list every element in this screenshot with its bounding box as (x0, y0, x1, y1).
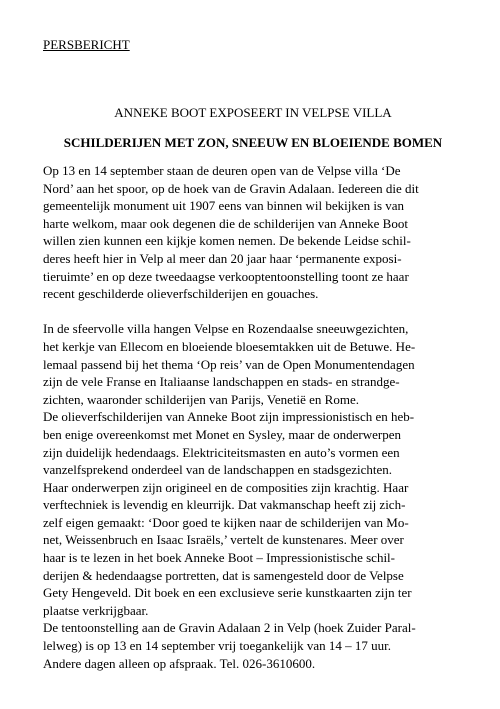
text-line: haar is te lezen in het boek Anneke Boot – Impressionistische schil- (43, 550, 395, 566)
text-line: De olieverfschilderijen van Anneke Boot zijn impressionistisch en heb- (43, 409, 415, 425)
subheadline: SCHILDERIJEN MET ZON, SNEEUW EN BLOEIENDE BOMEN (63, 135, 443, 150)
text-line: willen zien kunnen een kijkje komen nemen. De bekende Leidse schil- (43, 233, 411, 249)
text-line: lelweg) is op 13 en 14 september vrij toegankelijk van 14 – 17 uur. (43, 638, 392, 654)
text-line: ben enige overeenkomst met Monet en Sysley, maar de onderwerpen (43, 426, 401, 442)
paragraph-villa (43, 320, 463, 408)
text-line: zijn duidelijk hedendaags. Elektriciteitsmasten en auto’s vormen een (43, 444, 400, 460)
text-line: Op 13 en 14 september staan de deuren open van de Velpse villa ‘De (43, 163, 401, 178)
text-line: De tentoonstelling aan de Gravin Adalaan 2 in Velp (hoek Zuider Paral- (43, 620, 416, 636)
text-line: gemeentelijk monument uit 1907 eens van binnen wil bekijken is van (43, 198, 405, 214)
text-line: vanzelfsprekend onderdeel van de landschappen en stadsgezichten. (43, 462, 393, 478)
text-line: tieruimte’ en op deze tweedaagse verkooptentoonstelling toont ze haar (43, 268, 409, 284)
headline: ANNEKE BOOT EXPOSEERT IN VELPSE VILLA (114, 105, 392, 120)
paragraph-visit-info (43, 619, 463, 672)
text-line: lemaal passend bij het thema ‘Op reis’ van de Open Monumentendagen (43, 356, 415, 372)
text-line: In de sfeervolle villa hangen Velpse en Rozendaalse sneeuwgezichten, (43, 321, 409, 337)
text-line: Nord’ aan het spoor, op de hoek van de Gravin Adalaan. Iedereen die dit (43, 180, 419, 196)
text-line: harte welkom, maar ook degenen die de schilderijen van Anneke Boot (43, 215, 408, 231)
text-line: zelf eigen gemaakt: ‘Door goed te kijken naar de schilderijen van Mo- (43, 514, 409, 530)
document-label: PERSBERICHT (43, 37, 130, 52)
text-line: recent geschilderde olieverfschilderijen en gouaches. (43, 286, 319, 302)
text-line: net, Weissenbruch en Isaac Israëls,’ vertelt de kunstenares. Meer over (43, 532, 404, 548)
text-line: plaatse verkrijgbaar. (43, 602, 149, 618)
text-line: Haar onderwerpen zijn origineel en de composities zijn krachtig. Haar (43, 479, 409, 495)
text-line: Gety Hengeveld. Dit boek en een exclusieve serie kunstkaarten zijn ter (43, 585, 412, 601)
paragraph-intro (43, 162, 463, 303)
text-line: zichten, waaronder schilderijen van Parijs, Venetië en Rome. (43, 391, 359, 407)
text-line: zijn de vele Franse en Italiaanse landschappen en stads- en strandge- (43, 374, 400, 390)
text-line: verftechniek is levendig en kleurrijk. Dat vakmanschap heeft zij zich- (43, 497, 406, 513)
text-line: het kerkje van Ellecom en bloeiende bloesemtakken uit de Betuwe. He- (43, 338, 416, 354)
text-line: deres heeft hier in Velp al meer dan 20 jaar haar ‘permanente exposi- (43, 250, 402, 266)
press-release (43, 37, 463, 672)
article-body (43, 162, 463, 672)
paragraph-paintings (43, 408, 463, 619)
text-line: derijen & hedendaagse portretten, dat is samengesteld door de Velpse (43, 567, 404, 583)
text-line: Andere dagen alleen op afspraak. Tel. 026-3610600. (43, 655, 316, 671)
